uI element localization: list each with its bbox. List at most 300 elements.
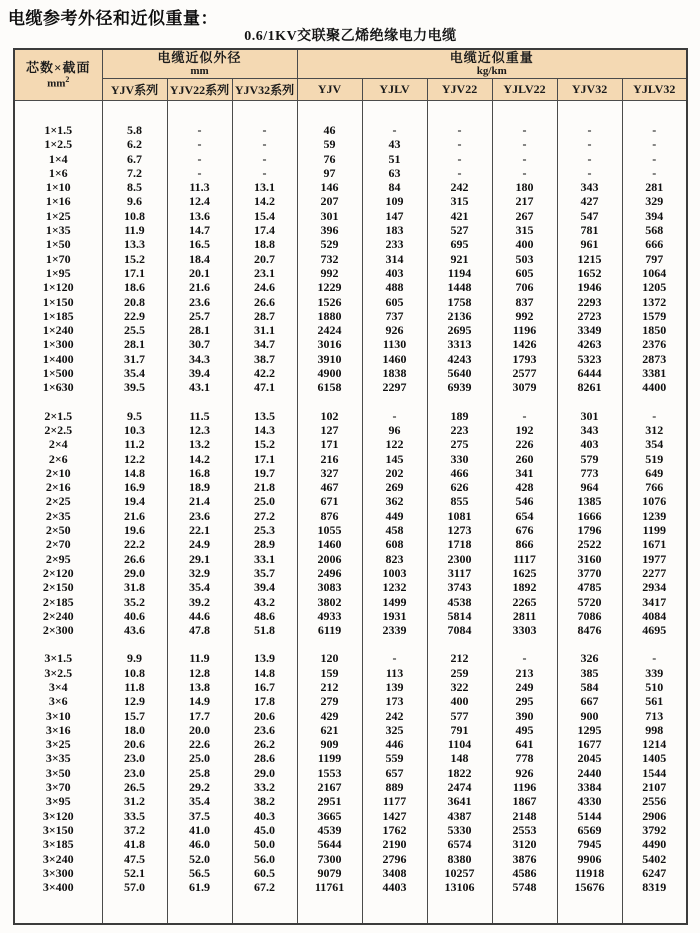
table-row — [14, 323, 687, 337]
value-cell: 260 — [492, 452, 557, 466]
value-cell: 1385 — [557, 494, 622, 508]
value-cell: 14.8 — [102, 466, 167, 480]
value-cell: - — [427, 123, 492, 137]
value-cell: - — [492, 651, 557, 665]
value-cell: 63 — [362, 166, 427, 180]
value-cell: 428 — [492, 480, 557, 494]
value-cell: 8380 — [427, 852, 492, 866]
value-cell: 25.0 — [232, 494, 297, 508]
spacer-cell — [167, 395, 232, 409]
value-cell: 60.5 — [232, 866, 297, 880]
value-cell: 1553 — [297, 766, 362, 780]
value-cell: 837 — [492, 295, 557, 309]
header-yjv22-series: YJV22系列 — [167, 79, 232, 101]
value-cell: 546 — [492, 494, 557, 508]
value-cell: 41.8 — [102, 837, 167, 851]
value-cell: - — [492, 166, 557, 180]
value-cell: 1499 — [362, 595, 427, 609]
header-core-section — [14, 49, 102, 101]
value-cell: 35.2 — [102, 595, 167, 609]
value-cell: 41.0 — [167, 823, 232, 837]
value-cell: 926 — [362, 323, 427, 337]
group-header-row — [14, 49, 687, 79]
value-cell: 7084 — [427, 623, 492, 637]
value-cell: - — [492, 409, 557, 423]
value-cell: 1880 — [297, 309, 362, 323]
value-cell: 2424 — [297, 323, 362, 337]
value-cell: - — [232, 137, 297, 151]
header-core-section-label: 芯数×截面 — [26, 59, 91, 75]
table-row — [14, 794, 687, 808]
value-cell: 7.2 — [102, 166, 167, 180]
value-cell: 2811 — [492, 609, 557, 623]
value-cell: 2339 — [362, 623, 427, 637]
value-cell: 44.6 — [167, 609, 232, 623]
value-cell: 14.8 — [232, 666, 297, 680]
value-cell: 28.1 — [167, 323, 232, 337]
value-cell: 1448 — [427, 280, 492, 294]
value-cell: 354 — [622, 437, 687, 451]
value-cell: 51 — [362, 152, 427, 166]
value-cell: 3381 — [622, 366, 687, 380]
value-cell: 343 — [557, 180, 622, 194]
table-row — [14, 180, 687, 194]
table-row — [14, 694, 687, 708]
value-cell: 4243 — [427, 352, 492, 366]
value-cell: 31.1 — [232, 323, 297, 337]
header-od-unit: mm — [190, 64, 209, 77]
core-section-cell: 3×120 — [14, 809, 102, 823]
value-cell: 1196 — [492, 780, 557, 794]
value-cell: 2376 — [622, 337, 687, 351]
value-cell: 6569 — [557, 823, 622, 837]
value-cell: 5330 — [427, 823, 492, 837]
value-cell: 17.1 — [102, 266, 167, 280]
value-cell: 13.3 — [102, 237, 167, 251]
spacer-cell — [232, 637, 297, 651]
value-cell: 1177 — [362, 794, 427, 808]
table-row — [14, 266, 687, 280]
value-cell: 11918 — [557, 866, 622, 880]
value-cell: 20.7 — [232, 252, 297, 266]
value-cell: 171 — [297, 437, 362, 451]
value-cell: 926 — [492, 766, 557, 780]
value-cell: 1104 — [427, 737, 492, 751]
value-cell: 13106 — [427, 880, 492, 894]
core-section-cell: 1×16 — [14, 194, 102, 208]
value-cell: 295 — [492, 694, 557, 708]
table-row — [14, 452, 687, 466]
value-cell: 259 — [427, 666, 492, 680]
value-cell: - — [622, 152, 687, 166]
value-cell: 173 — [362, 694, 427, 708]
series-header-row — [14, 79, 687, 101]
core-section-cell: 3×16 — [14, 723, 102, 737]
core-section-cell: 3×6 — [14, 694, 102, 708]
table-row — [14, 566, 687, 580]
table-row — [14, 537, 687, 551]
value-cell: 4330 — [557, 794, 622, 808]
value-cell: 61.9 — [167, 880, 232, 894]
spacer-cell — [167, 894, 232, 924]
value-cell: 797 — [622, 252, 687, 266]
value-cell: 1239 — [622, 509, 687, 523]
value-cell: 1762 — [362, 823, 427, 837]
spacer-cell — [14, 395, 102, 409]
value-cell: 212 — [427, 651, 492, 665]
core-section-cell: 3×185 — [14, 837, 102, 851]
value-cell: 1064 — [622, 266, 687, 280]
value-cell: - — [232, 166, 297, 180]
table-row — [14, 194, 687, 208]
value-cell: 992 — [492, 309, 557, 323]
value-cell: - — [232, 123, 297, 137]
value-cell: 13.5 — [232, 409, 297, 423]
value-cell: 19.6 — [102, 523, 167, 537]
value-cell: 21.6 — [102, 509, 167, 523]
value-cell: 713 — [622, 709, 687, 723]
value-cell: 1405 — [622, 751, 687, 765]
value-cell: 676 — [492, 523, 557, 537]
value-cell: 1946 — [557, 280, 622, 294]
spacer-row — [14, 395, 687, 409]
value-cell: 35.4 — [167, 580, 232, 594]
value-cell: 26.6 — [232, 295, 297, 309]
value-cell: 12.4 — [167, 194, 232, 208]
spacer-cell — [492, 101, 557, 124]
table-row — [14, 209, 687, 223]
core-section-cell: 1×120 — [14, 280, 102, 294]
value-cell: 1838 — [362, 366, 427, 380]
value-cell: 3160 — [557, 552, 622, 566]
value-cell: 22.2 — [102, 537, 167, 551]
value-cell: 1718 — [427, 537, 492, 551]
value-cell: 24.6 — [232, 280, 297, 294]
value-cell: 2265 — [492, 595, 557, 609]
table-row — [14, 823, 687, 837]
value-cell: 35.4 — [102, 366, 167, 380]
value-cell: 22.6 — [167, 737, 232, 751]
table-body — [14, 101, 687, 925]
value-cell: 1822 — [427, 766, 492, 780]
value-cell: 778 — [492, 751, 557, 765]
value-cell: 28.9 — [232, 537, 297, 551]
value-cell: 657 — [362, 766, 427, 780]
value-cell: 139 — [362, 680, 427, 694]
value-cell: - — [622, 123, 687, 137]
core-section-cell: 2×300 — [14, 623, 102, 637]
value-cell: 3770 — [557, 566, 622, 580]
header-yjv22: YJV22 — [427, 79, 492, 101]
value-cell: 5644 — [297, 837, 362, 851]
value-cell: 466 — [427, 466, 492, 480]
value-cell: 14.7 — [167, 223, 232, 237]
value-cell: 9079 — [297, 866, 362, 880]
table-row — [14, 651, 687, 665]
header-yjlv: YJLV — [362, 79, 427, 101]
value-cell: 2297 — [362, 380, 427, 394]
value-cell: 11.9 — [167, 651, 232, 665]
spacer-cell — [557, 894, 622, 924]
value-cell: 608 — [362, 537, 427, 551]
core-section-cell: 3×10 — [14, 709, 102, 723]
value-cell: 3384 — [557, 780, 622, 794]
value-cell: 446 — [362, 737, 427, 751]
value-cell: 1544 — [622, 766, 687, 780]
value-cell: 301 — [297, 209, 362, 223]
value-cell: 706 — [492, 280, 557, 294]
value-cell: 3016 — [297, 337, 362, 351]
value-cell: 16.9 — [102, 480, 167, 494]
spacer-cell — [232, 101, 297, 124]
spacer-cell — [102, 637, 167, 651]
value-cell: 2577 — [492, 366, 557, 380]
table-row — [14, 352, 687, 366]
table-row — [14, 580, 687, 594]
value-cell: 322 — [427, 680, 492, 694]
spacer-cell — [427, 101, 492, 124]
value-cell: 18.0 — [102, 723, 167, 737]
value-cell: - — [492, 123, 557, 137]
value-cell: 2148 — [492, 809, 557, 823]
table-row — [14, 766, 687, 780]
spacer-cell — [14, 894, 102, 924]
value-cell: 102 — [297, 409, 362, 423]
value-cell: 15.7 — [102, 709, 167, 723]
value-cell: 577 — [427, 709, 492, 723]
value-cell: 314 — [362, 252, 427, 266]
value-cell: 207 — [297, 194, 362, 208]
value-cell: 15.4 — [232, 209, 297, 223]
value-cell: 16.5 — [167, 237, 232, 251]
value-cell: 10.8 — [102, 666, 167, 680]
value-cell: - — [557, 137, 622, 151]
spacer-cell — [14, 101, 102, 124]
value-cell: 396 — [297, 223, 362, 237]
value-cell: 33.2 — [232, 780, 297, 794]
value-cell: 20.1 — [167, 266, 232, 280]
value-cell: 28.6 — [232, 751, 297, 765]
value-cell: 1194 — [427, 266, 492, 280]
value-cell: 25.7 — [167, 309, 232, 323]
spacer-cell — [622, 894, 687, 924]
value-cell: 23.0 — [102, 766, 167, 780]
value-cell: 1295 — [557, 723, 622, 737]
value-cell: 1579 — [622, 309, 687, 323]
core-section-cell: 3×1.5 — [14, 651, 102, 665]
value-cell: 35.4 — [167, 794, 232, 808]
value-cell: 961 — [557, 237, 622, 251]
value-cell: 1205 — [622, 280, 687, 294]
header-weight-unit: kg/km — [476, 64, 507, 77]
value-cell: 39.4 — [232, 580, 297, 594]
value-cell: 1232 — [362, 580, 427, 594]
value-cell: 390 — [492, 709, 557, 723]
value-cell: 1931 — [362, 609, 427, 623]
core-section-cell: 1×150 — [14, 295, 102, 309]
value-cell: 519 — [622, 452, 687, 466]
table-row — [14, 523, 687, 537]
value-cell: 146 — [297, 180, 362, 194]
spacer-row — [14, 894, 687, 924]
value-cell: 13.1 — [232, 180, 297, 194]
value-cell: 5323 — [557, 352, 622, 366]
value-cell: 26.6 — [102, 552, 167, 566]
value-cell: 900 — [557, 709, 622, 723]
value-cell: 1652 — [557, 266, 622, 280]
value-cell: 1977 — [622, 552, 687, 566]
value-cell: 403 — [557, 437, 622, 451]
core-section-cell: 3×35 — [14, 751, 102, 765]
value-cell: 325 — [362, 723, 427, 737]
value-cell: 43.6 — [102, 623, 167, 637]
value-cell: 5640 — [427, 366, 492, 380]
value-cell: 45.0 — [232, 823, 297, 837]
value-cell: 31.7 — [102, 352, 167, 366]
value-cell: 1199 — [297, 751, 362, 765]
value-cell: 22.9 — [102, 309, 167, 323]
spacer-cell — [362, 894, 427, 924]
value-cell: 17.1 — [232, 452, 297, 466]
value-cell: 4084 — [622, 609, 687, 623]
value-cell: 1229 — [297, 280, 362, 294]
spacer-cell — [557, 395, 622, 409]
core-section-cell: 2×10 — [14, 466, 102, 480]
value-cell: 52.1 — [102, 866, 167, 880]
value-cell: 281 — [622, 180, 687, 194]
value-cell: 2723 — [557, 309, 622, 323]
value-cell: 773 — [557, 466, 622, 480]
value-cell: 34.3 — [167, 352, 232, 366]
table-row — [14, 166, 687, 180]
core-section-cell: 3×2.5 — [14, 666, 102, 680]
value-cell: 26.2 — [232, 737, 297, 751]
header-od-label: 电缆近似外径 — [157, 50, 242, 66]
value-cell: 25.8 — [167, 766, 232, 780]
value-cell: 2167 — [297, 780, 362, 794]
value-cell: 19.4 — [102, 494, 167, 508]
core-section-cell: 1×2.5 — [14, 137, 102, 151]
value-cell: 7945 — [557, 837, 622, 851]
value-cell: 5748 — [492, 880, 557, 894]
core-section-cell: 1×50 — [14, 237, 102, 251]
value-cell: 16.8 — [167, 466, 232, 480]
header-group-outer-diameter — [102, 49, 297, 79]
value-cell: 2136 — [427, 309, 492, 323]
value-cell: 998 — [622, 723, 687, 737]
table-row — [14, 152, 687, 166]
value-cell: 39.4 — [167, 366, 232, 380]
value-cell: 7300 — [297, 852, 362, 866]
core-section-cell: 1×35 — [14, 223, 102, 237]
value-cell: 2107 — [622, 780, 687, 794]
value-cell: 3743 — [427, 580, 492, 594]
value-cell: 1526 — [297, 295, 362, 309]
value-cell: 667 — [557, 694, 622, 708]
spacer-cell — [557, 101, 622, 124]
value-cell: 56.5 — [167, 866, 232, 880]
value-cell: 59 — [297, 137, 362, 151]
value-cell: 39.5 — [102, 380, 167, 394]
value-cell: 766 — [622, 480, 687, 494]
value-cell: 1758 — [427, 295, 492, 309]
value-cell: 1793 — [492, 352, 557, 366]
value-cell: 449 — [362, 509, 427, 523]
value-cell: 467 — [297, 480, 362, 494]
value-cell: 24.9 — [167, 537, 232, 551]
value-cell: 20.6 — [232, 709, 297, 723]
value-cell: 26.5 — [102, 780, 167, 794]
page-title: 电缆参考外径和近似重量： — [8, 9, 218, 29]
value-cell: 2522 — [557, 537, 622, 551]
value-cell: 33.1 — [232, 552, 297, 566]
value-cell: 15676 — [557, 880, 622, 894]
core-section-cell: 2×50 — [14, 523, 102, 537]
value-cell: 113 — [362, 666, 427, 680]
value-cell: 1671 — [622, 537, 687, 551]
value-cell: - — [622, 137, 687, 151]
value-cell: - — [557, 152, 622, 166]
value-cell: 992 — [297, 266, 362, 280]
value-cell: 33.5 — [102, 809, 167, 823]
value-cell: 145 — [362, 452, 427, 466]
value-cell: 855 — [427, 494, 492, 508]
value-cell: 2277 — [622, 566, 687, 580]
spacer-cell — [14, 637, 102, 651]
value-cell: 12.3 — [167, 423, 232, 437]
value-cell: 51.8 — [232, 623, 297, 637]
value-cell: 1796 — [557, 523, 622, 537]
value-cell: 2293 — [557, 295, 622, 309]
value-cell: 19.7 — [232, 466, 297, 480]
cable-spec-table — [13, 48, 688, 925]
header-yjlv32: YJLV32 — [622, 79, 687, 101]
value-cell: 429 — [297, 709, 362, 723]
value-cell: 510 — [622, 680, 687, 694]
value-cell: 3417 — [622, 595, 687, 609]
value-cell: 4490 — [622, 837, 687, 851]
spacer-cell — [362, 101, 427, 124]
value-cell: - — [622, 166, 687, 180]
table-row — [14, 337, 687, 351]
value-cell: 605 — [492, 266, 557, 280]
value-cell: 38.7 — [232, 352, 297, 366]
value-cell: 46.0 — [167, 837, 232, 851]
value-cell: - — [492, 152, 557, 166]
core-section-cell: 2×6 — [14, 452, 102, 466]
value-cell: 1199 — [622, 523, 687, 537]
value-cell: 29.0 — [232, 766, 297, 780]
table-row — [14, 237, 687, 251]
value-cell: - — [362, 651, 427, 665]
table-row — [14, 223, 687, 237]
header-group-weight — [297, 49, 687, 79]
value-cell: 40.6 — [102, 609, 167, 623]
value-cell: 17.7 — [167, 709, 232, 723]
value-cell: 5144 — [557, 809, 622, 823]
core-section-cell: 1×6 — [14, 166, 102, 180]
value-cell: 35.7 — [232, 566, 297, 580]
value-cell: 1850 — [622, 323, 687, 337]
value-cell: 6119 — [297, 623, 362, 637]
core-section-cell: 1×70 — [14, 252, 102, 266]
value-cell: 159 — [297, 666, 362, 680]
value-cell: 5.8 — [102, 123, 167, 137]
value-cell: - — [557, 123, 622, 137]
spacer-cell — [297, 395, 362, 409]
value-cell: 3792 — [622, 823, 687, 837]
core-section-cell: 1×630 — [14, 380, 102, 394]
